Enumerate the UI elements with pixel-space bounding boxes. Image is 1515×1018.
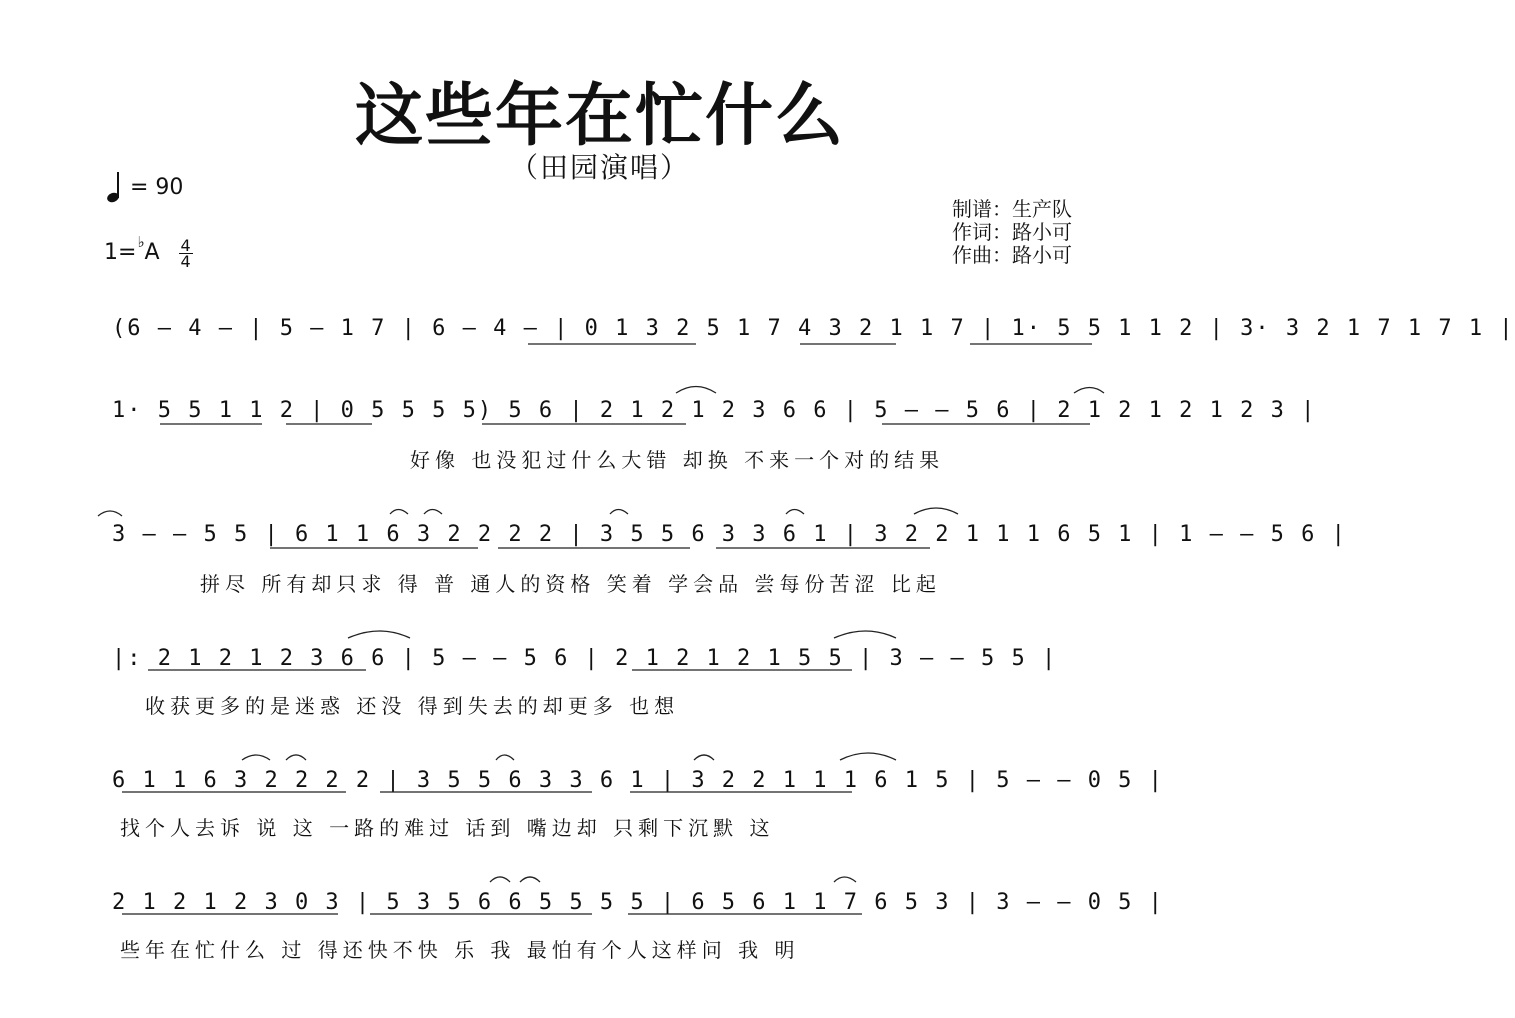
notation-row-1: 1· 5 5 1 1 2 | 0 5 5 5 5) 5 6 | 2 1 2 1 2 3 6 6 | 5 — — 5 6 | 2 1 2 1 2 1 2 3 |: [112, 398, 1317, 423]
time-signature-top: 4: [180, 236, 191, 255]
flat-sign: ♭: [137, 233, 145, 251]
notation-row-0: (6 — 4 — | 5 — 1 7 | 6 — 4 — | 0 1 3 2 5 1 7 4 3 2 1 1 7 | 1· 5 5 1 1 2 | 3· 3 2 1 7 1 7 1 |: [112, 316, 1515, 341]
arranger-credit: 制谱：生产队: [952, 197, 1072, 221]
lyrics-row-5: 些年在忙什么 过 得还快不快 乐 我 最怕有个人这样问 我 明: [120, 938, 800, 962]
key-prefix: 1=: [104, 240, 137, 265]
performer-subtitle: （田园演唱）: [509, 151, 690, 184]
lyrics-row-2: 拼尽 所有却只求 得 普 通人的资格 笑着 学会品 尝每份苦涩 比起: [200, 572, 941, 596]
notation-row-5: 2 1 2 1 2 3 0 3 | 5 3 5 6 6 5 5 5 5 | 6 5 6 1 1 7 6 5 3 | 3 — — 0 5 |: [112, 890, 1164, 915]
lyricist-credit: 作词：路小可: [952, 220, 1072, 244]
tempo-value: = 90: [130, 175, 184, 200]
song-title: 这些年在忙什么: [354, 76, 845, 156]
slur-marks: [98, 387, 1347, 883]
lyrics-row-4: 找个人去诉 说 这 一路的难过 话到 嘴边却 只剩下沉默 这: [120, 816, 775, 840]
notation-row-3: |: 2 1 2 1 2 3 6 6 | 5 — — 5 6 | 2 1 2 1 2 1 5 5 | 3 — — 5 5 |: [112, 646, 1058, 671]
composer-credit: 作曲：路小可: [952, 243, 1072, 267]
notation-row-4: 6 1 1 6 3 2 2 2 2 | 3 5 5 6 3 3 6 1 | 3 2 2 1 1 1 6 1 5 | 5 — — 0 5 |: [112, 768, 1164, 793]
time-signature-bottom: 4: [180, 252, 191, 271]
beam-underlines: [122, 344, 1092, 914]
lyrics-row-3: 收获更多的是迷惑 还没 得到失去的却更多 也想: [145, 694, 680, 718]
notation-row-2: 3 — — 5 5 | 6 1 1 6 3 2 2 2 2 | 3 5 5 6 3 3 6 1 | 3 2 2 1 1 1 6 5 1 | 1 — — 5 6 |: [112, 522, 1347, 547]
lyrics-row-1: 好像 也没犯过什么大错 却换 不来一个对的结果: [410, 448, 945, 472]
key-note: A: [144, 240, 160, 265]
